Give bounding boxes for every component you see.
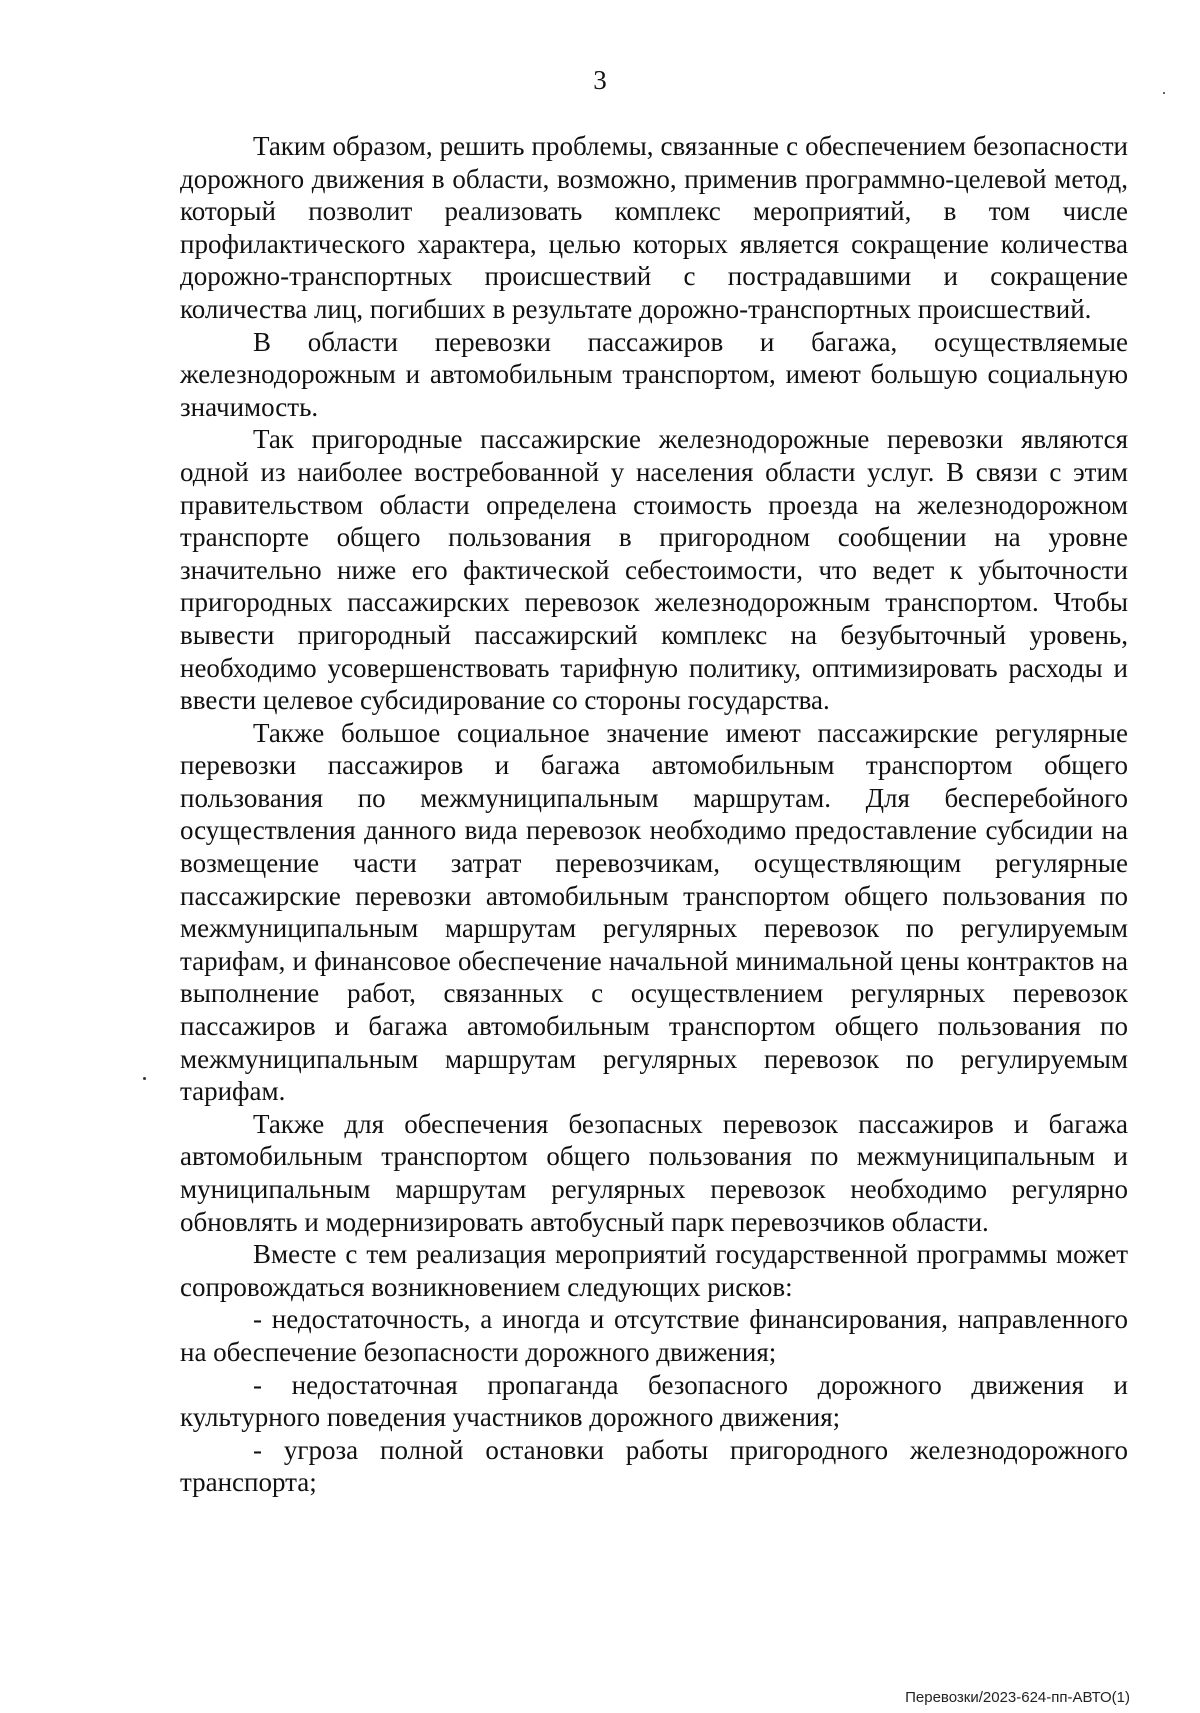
paragraph-transport-significance: В области перевозки пассажиров и багажа, осуществляемые железнодорожным и автомобильным транспортом, имеют большую социальную значимость. — [180, 326, 1128, 422]
paragraph-risks-intro: Вместе с тем реализация мероприятий государственной программы может сопровождаться возникновением следующих рисков: — [180, 1239, 1128, 1302]
page-number: 3 — [593, 65, 607, 95]
scan-speck — [143, 1077, 146, 1080]
list-item-risk-propaganda: - недостаточная пропаганда безопасного дорожного движения и культурного поведения участников дорожного движения; — [180, 1369, 1128, 1433]
paragraph-intermunicipal-routes: Также большое социальное значение имеют пассажирские регулярные перевозки пассажиров и багажа автомобильным транспортом общего пользования по межмуниципальным маршрутам. Для бесперебойного осуществления данного вида перевозок необходимо предоставление субсидии на возмещение части затрат перевозчикам, осуществляющим регулярные пассажирские перевозки автомобильным транспортом общего пользования по межмуниципальным маршрутам регулярных перевозок по регулируемым тарифам, и финансовое обеспечение начальной минимальной цены контрактов на выполнение работ, связанных с осуществлением регулярных перевозок пассажиров и багажа автомобильным транспортом общего пользования по межмуниципальным маршрутам регулярных перевозок по регулируемым тарифам. — [180, 717, 1128, 1107]
list-item-risk-railway-stop: - угроза полной остановки работы пригородного железнодорожного транспорта; — [180, 1434, 1128, 1498]
scan-speck — [1163, 92, 1165, 94]
paragraph-bus-fleet: Также для обеспечения безопасных перевозок пассажиров и багажа автомобильным транспортом общего пользования по межмуниципальным и муниципальным маршрутам регулярных перевозок необходимо регулярно обновлять и модернизировать автобусный парк перевозчиков области. — [180, 1108, 1128, 1237]
document-body — [180, 130, 1128, 1499]
document-footer-code: Перевозки/2023-624-пп-АВТО(1) — [905, 1689, 1130, 1706]
paragraph-suburban-railway: Так пригородные пассажирские железнодорожные перевозки являются одной из наиболее востребованной у населения области услуг. В связи с этим правительством области определена стоимость проезда на железнодорожном транспорте общего пользования в пригородном сообщении на уровне значительно ниже его фактической себестоимости, что ведет к убыточности пригородных пассажирских перевозок железнодорожным транспортом. Чтобы вывести пригородный пассажирский комплекс на безубыточный уровень, необходимо усовершенствовать тарифную политику, оптимизировать расходы и ввести целевое субсидирование со стороны государства. — [180, 424, 1128, 716]
list-item-risk-funding: - недостаточность, а иногда и отсутствие финансирования, направленного на обеспечение безопасности дорожного движения; — [180, 1304, 1128, 1367]
paragraph-program-target-method: Таким образом, решить проблемы, связанные с обеспечением безопасности дорожного движения в области, возможно, применив программно-целевой метод, который позволит реализовать комплекс мероприятий, в том числе профилактического характера, целью которых является сокращение количества дорожно-транспортных происшествий с пострадавшими и сокращение количества лиц, погибших в результате дорожно-транспортных происшествий. — [180, 131, 1128, 324]
